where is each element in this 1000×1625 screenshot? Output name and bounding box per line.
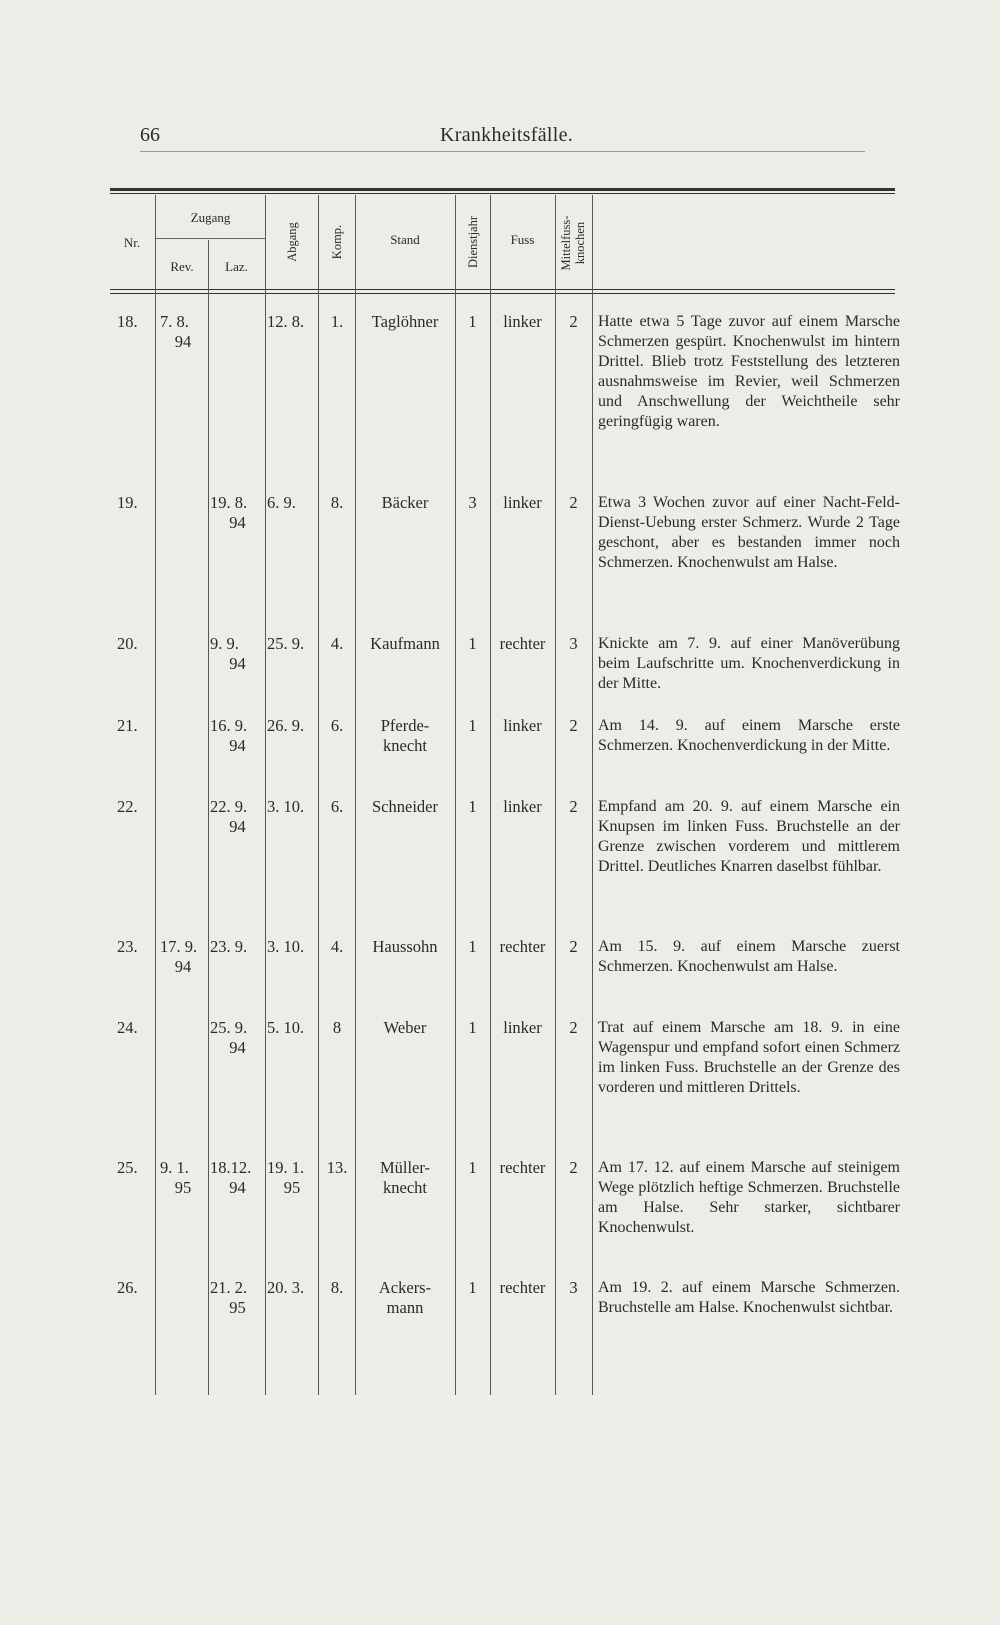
- cell-description: Knickte am 7. 9. auf einer Manöverübung beim Laufschritte um. Knochenverdickung in der Mitte.: [598, 635, 900, 692]
- cell-laz: 23. 9.: [210, 937, 248, 956]
- cell-laz: 94: [229, 1038, 246, 1057]
- cell-laz: 21. 2.: [210, 1278, 248, 1297]
- cell-mittelfussknochen: 2: [569, 797, 578, 816]
- cell-stand: knecht: [383, 1178, 427, 1197]
- cell-description: Am 15. 9. auf einem Marsche zuerst Schmerzen. Knochenwulst am Halse.: [598, 938, 900, 975]
- table-top-rule: [110, 188, 895, 191]
- cell-stand: Pferde-: [380, 716, 430, 735]
- col-line: [455, 195, 456, 1395]
- cell-abgang: 20. 3.: [267, 1278, 305, 1297]
- cell-komp: 8.: [330, 1278, 344, 1297]
- cell-abgang: 3. 10.: [267, 797, 305, 816]
- col-line: [592, 195, 593, 1395]
- head-rule: [140, 151, 865, 152]
- cell-rev: 94: [174, 332, 192, 351]
- cell-rev: 95: [174, 1178, 192, 1197]
- cell-mittelfussknochen: 2: [569, 937, 578, 956]
- cell-dienstjahr: 1: [468, 716, 477, 735]
- cell-abgang: 6. 9.: [267, 493, 296, 512]
- cell-komp: 8.: [330, 493, 344, 512]
- col-line: [265, 195, 266, 1395]
- cell-mittelfussknochen: 3: [569, 1278, 578, 1297]
- cell-abgang: 3. 10.: [267, 937, 305, 956]
- cell-abgang: 12. 8.: [267, 312, 305, 331]
- header-abgang: Abgang: [285, 222, 299, 262]
- cell-stand: Kaufmann: [370, 634, 440, 653]
- running-title: Krankheitsfälle.: [440, 124, 574, 146]
- cell-nr: 26.: [117, 1278, 138, 1297]
- cell-mittelfussknochen: 2: [569, 716, 578, 735]
- cell-nr: 20.: [117, 634, 138, 653]
- cell-mittelfussknochen: 2: [569, 1018, 578, 1037]
- cell-stand: Weber: [383, 1018, 427, 1037]
- cell-laz: 22. 9.: [210, 797, 248, 816]
- cell-abgang: 26. 9.: [267, 716, 305, 735]
- cell-abgang: 95: [283, 1178, 301, 1197]
- header-laz: Laz.: [225, 259, 248, 274]
- cell-laz: 94: [229, 513, 246, 532]
- cell-laz: 95: [229, 1298, 246, 1317]
- cell-rev: 94: [174, 957, 192, 976]
- cell-laz: 94: [229, 1178, 246, 1197]
- cell-dienstjahr: 1: [468, 1018, 477, 1037]
- cell-nr: 19.: [117, 493, 138, 512]
- cell-fuss: linker: [503, 1018, 542, 1037]
- header-dienstjahr: Dienstjahr: [466, 215, 480, 269]
- page-number: 66: [140, 124, 160, 146]
- cell-laz: 94: [229, 736, 246, 755]
- header-fuss: Fuss: [510, 232, 535, 247]
- header-rev: Rev.: [170, 259, 194, 274]
- cell-rev: 9. 1.: [160, 1158, 189, 1177]
- cell-nr: 22.: [117, 797, 138, 816]
- cell-fuss: rechter: [499, 1158, 546, 1177]
- cell-stand: mann: [386, 1298, 424, 1317]
- cell-nr: 18.: [117, 312, 138, 331]
- header-nr: Nr.: [123, 235, 141, 250]
- cell-laz: 16. 9.: [210, 716, 248, 735]
- cell-abgang: 25. 9.: [267, 634, 305, 653]
- cell-dienstjahr: 1: [468, 634, 477, 653]
- cell-komp: 1.: [330, 312, 344, 331]
- cell-fuss: linker: [503, 493, 542, 512]
- cell-stand: Ackers-: [378, 1278, 432, 1297]
- header-bottom-rule: [110, 289, 895, 290]
- zugang-sub-rule: [155, 238, 265, 239]
- cell-dienstjahr: 1: [468, 937, 477, 956]
- cell-komp: 13.: [326, 1158, 348, 1177]
- cell-abgang: 19. 1.: [267, 1158, 305, 1177]
- cell-dienstjahr: 1: [468, 797, 477, 816]
- col-line: [208, 240, 209, 1395]
- cell-mittelfussknochen: 2: [569, 312, 578, 331]
- col-line: [490, 195, 491, 1395]
- cell-description: Empfand am 20. 9. auf einem Marsche ein Knupsen im linken Fuss. Bruchstelle an der Grenze zwischen vorderem und mittlerem Drittel. Deutliches Knarren daselbst fühlbar.: [598, 798, 900, 875]
- cell-mittelfussknochen: 2: [569, 1158, 578, 1177]
- cell-fuss: rechter: [499, 937, 546, 956]
- col-line: [318, 195, 319, 1395]
- cell-description: Am 19. 2. auf einem Marsche Schmerzen. Bruchstelle am Halse. Knochenwulst sichtbar.: [598, 1279, 900, 1316]
- header-stand: Stand: [390, 232, 420, 247]
- cell-rev: 7. 8.: [160, 312, 189, 331]
- col-line: [555, 195, 556, 1395]
- header-komp: Komp.: [330, 224, 344, 260]
- cell-fuss: rechter: [499, 634, 546, 653]
- col-line: [155, 195, 156, 1395]
- cell-description: Am 17. 12. auf einem Marsche auf steinigem Wege plötzlich heftige Schmerzen. Bruchstelle am Halse. Sehr starker, sichtbarer Knochenwulst.: [598, 1159, 900, 1236]
- cell-komp: 4.: [330, 634, 344, 653]
- cell-laz: 9. 9.: [210, 634, 239, 653]
- cell-stand: Taglöhner: [371, 312, 439, 331]
- cell-laz: 25. 9.: [210, 1018, 248, 1037]
- cell-fuss: linker: [503, 797, 542, 816]
- cell-nr: 24.: [117, 1018, 138, 1037]
- cell-mittelfussknochen: 2: [569, 493, 578, 512]
- col-line: [355, 195, 356, 1395]
- cell-nr: 21.: [117, 716, 138, 735]
- cell-dienstjahr: 3: [468, 493, 477, 512]
- cell-stand: Bäcker: [381, 493, 429, 512]
- cell-abgang: 5. 10.: [267, 1018, 305, 1037]
- cell-rev: 17. 9.: [160, 937, 198, 956]
- cell-komp: 4.: [330, 937, 344, 956]
- cell-dienstjahr: 1: [468, 1278, 477, 1297]
- cell-fuss: linker: [503, 312, 542, 331]
- cell-nr: 25.: [117, 1158, 138, 1177]
- header-bottom-rule-2: [110, 293, 895, 294]
- cell-mittelfussknochen: 3: [569, 634, 578, 653]
- cell-description: Hatte etwa 5 Tage zuvor auf einem Marsche Schmerzen gespürt. Knochenwulst im hintern Drittel. Blieb trotz Feststellung des letzteren ausnahmsweise im Revier, weil Schmerzen und Anschwellung der Weichtheile sehr geringfügig waren.: [598, 313, 900, 430]
- cell-komp: 6.: [330, 716, 344, 735]
- cell-nr: 23.: [117, 937, 138, 956]
- cell-dienstjahr: 1: [468, 312, 477, 331]
- table-top-rule-thin: [110, 193, 895, 194]
- cell-komp: 6.: [330, 797, 344, 816]
- cell-laz: 18.12.: [210, 1158, 252, 1177]
- cell-description: Trat auf einem Marsche am 18. 9. in eine Wagenspur und empfand sofort einen Schmerz im linken Fuss. Bruchstelle an der Grenze des vorderen und mittleren Drittels.: [598, 1019, 900, 1096]
- cell-fuss: rechter: [499, 1278, 546, 1297]
- cell-description: Etwa 3 Wochen zuvor auf einer Nacht-Feld-Dienst-Uebung erster Schmerz. Wurde 2 Tage geschont, aber es bestanden immer noch Schmerzen. Knochenwulst am Halse.: [598, 494, 900, 571]
- cell-laz: 19. 8.: [210, 493, 248, 512]
- cell-dienstjahr: 1: [468, 1158, 477, 1177]
- cell-fuss: linker: [503, 716, 542, 735]
- header-mittelfussknochen: Mittelfuss- knochen: [559, 215, 587, 271]
- header-zugang: Zugang: [190, 210, 231, 225]
- cell-laz: 94: [229, 654, 246, 673]
- cell-komp: 8: [332, 1018, 342, 1037]
- cell-stand: Haussohn: [372, 937, 438, 956]
- cell-laz: 94: [229, 817, 246, 836]
- cell-stand: Müller-: [379, 1158, 431, 1177]
- cell-stand: Schneider: [372, 797, 438, 816]
- cell-stand: knecht: [383, 736, 427, 755]
- cell-description: Am 14. 9. auf einem Marsche erste Schmerzen. Knochenverdickung in der Mitte.: [598, 717, 900, 754]
